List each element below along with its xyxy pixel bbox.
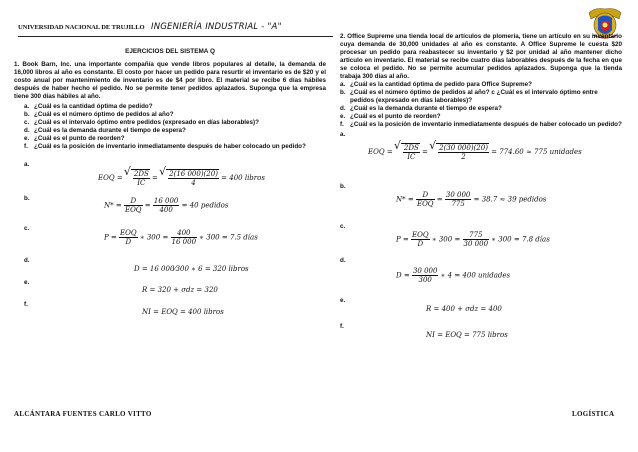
problem-1-statement: 1. Book Barn, Inc. una importante compañía que vende libros populares al detalle, la demanda de 16,000 libros al año es constante. El costo por hacer un pedido para resurtir el inventario es de $20 y el costo anual por mantenimiento de inventario es de $4 por libro. El material se recibe 6 días hábiles después de haber hecho el pedido. No se permite tener pedidos aplazados. Suponga que la empresa tiene 300 días hábiles al año. bbox=[14, 61, 326, 100]
list-item: d. ¿Cuál es la demanda durante el tiempo de espera? bbox=[24, 127, 186, 134]
answer-e: e. R = 320 + σdz = 320 bbox=[24, 279, 218, 294]
university-name: UNIVERSIDAD NACIONAL DE TRUJILLO bbox=[18, 24, 145, 31]
problem-1-answers bbox=[14, 161, 326, 316]
problem-2-statement: 2. Office Supreme una tienda local de artículos de plomería, tiene un artículo en su inventario cuya demanda de 30,000 unidades al año es constante. A Office Supreme le cuesta $20 procesar un pedido para reabastecer su inventario y $2 por unidad al año mantener dicho artículo en inventario. El material se recibe cuatro días laborables después de la fecha en que se coloca el pedido. No se permite acumular pedidos aplazados. Suponga que la tienda trabaja 300 días al año. bbox=[340, 33, 622, 80]
career-name: INGENIERÍA INDUSTRIAL - "A" bbox=[151, 22, 282, 32]
exercise-title: EJERCICIOS DEL SISTEMA Q bbox=[125, 48, 215, 55]
list-item: e. ¿Cuál es el punto de reorden? bbox=[340, 113, 441, 120]
answer-f: f. NI = EOQ = 775 libros bbox=[340, 323, 508, 339]
answer-d: d. D = 16 000⁄300 ∗ 6 = 320 libros bbox=[24, 257, 249, 273]
list-item: b. ¿Cuál es el número óptimo de pedidos al año? bbox=[24, 111, 174, 118]
list-item: f. ¿Cuál es la posición de inventario inmediatamente después de haber colocado un pedido? bbox=[340, 121, 622, 128]
answer-c: c. P = $\frac{\text{EOQ}}{D}$ ∗ 300 = $\frac{400}{16 000}$ ∗ 300 = 7.5 días bbox=[24, 225, 258, 246]
list-item: f. ¿Cuál es la posición de inventario inmediatamente después de haber colocado un pedido? bbox=[24, 143, 306, 150]
problem-2-questions bbox=[340, 81, 622, 129]
answer-c: c. P = $\frac{\text{EOQ}}{D}$ ∗ 300 = $\frac{775}{30 000}$ ∗ 300 = 7.8 días bbox=[340, 223, 550, 248]
footer-author: ALCÁNTARA FUENTES CARLO VITTO bbox=[14, 410, 152, 418]
left-column bbox=[14, 48, 326, 316]
answer-b: b. N* = $\frac{D}{\text{EOQ}}$ = $\frac{30 000}{775}$ = 38.7 ≈ 39 pedidos bbox=[340, 183, 547, 208]
list-item: c. ¿Cuál es el intervalo óptimo entre pedidos (expresado en días laborables)? bbox=[24, 119, 259, 126]
answer-a: a. EOQ = √ $\frac{2DS}{IC}$ = √ $\frac{2(16 000)(20)}{4}$ = 400 libros bbox=[24, 161, 326, 195]
list-item: e. ¿Cuál es el punto de reorden? bbox=[24, 135, 125, 142]
footer-course: LOGÍSTICA bbox=[572, 410, 615, 418]
list-item: a. ¿Cuál es la cantidad óptima de pedido para Office Supreme? bbox=[340, 81, 532, 88]
answer-d: d. D = $\frac{30 000}{300}$ ∗ 4 = 400 unidades bbox=[340, 257, 511, 284]
problem-1-questions bbox=[14, 103, 326, 151]
answer-b: b. N* = $\frac{D}{\text{EOQ}}$ = $\frac{16 000}{400}$ = 40 pedidos bbox=[24, 195, 229, 214]
problem-2-answers bbox=[340, 131, 622, 339]
list-item: a. ¿Cuál es la cantidad óptima de pedido? bbox=[24, 103, 153, 110]
list-item: d. ¿Cuál es la demanda durante el tiempo de espera? bbox=[340, 105, 502, 112]
answer-f: f. NI = EOQ = 400 libros bbox=[24, 301, 224, 316]
header-rule bbox=[18, 36, 333, 37]
list-item: b. ¿Cuál es el número óptimo de pedidos al año? c ¿Cuál es el intervalo óptimo entre pedidos (expresado en días laborables)? bbox=[340, 89, 598, 104]
answer-a: a. EOQ = √ $\frac{2DS}{IC}$ = √ $\frac{2(30 000)(20)}{2}$ = 774.60 ≈ 775 unidades bbox=[340, 131, 622, 183]
answer-e: e. R = 400 + σdz = 400 bbox=[340, 297, 502, 313]
right-column bbox=[340, 33, 622, 339]
